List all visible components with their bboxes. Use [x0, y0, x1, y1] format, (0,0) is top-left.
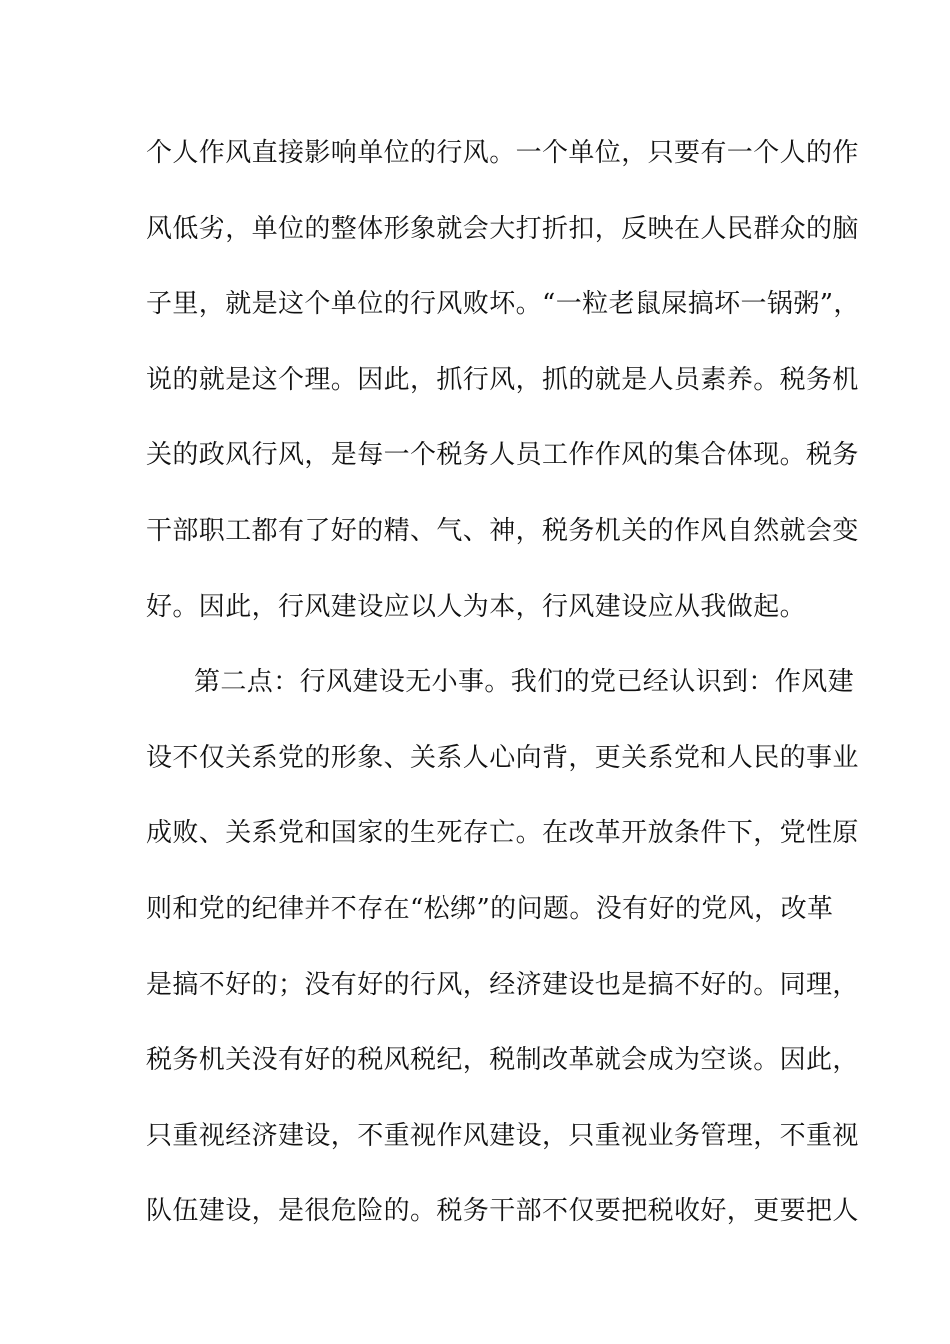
- text-line-10: 成败、关系党和国家的生死存亡。在改革开放条件下，党性原: [146, 818, 859, 849]
- text-line-12: 是搞不好的；没有好的行风，经济建设也是搞不好的。同理，: [146, 969, 859, 1000]
- body-text: [146, 128, 860, 1262]
- text-line-2: 风低劣，单位的整体形象就会大打折扣，反映在人民群众的脑: [146, 213, 859, 244]
- text-line-5: 关的政风行风，是每一个税务人员工作作风的集合体现。税务: [146, 440, 859, 471]
- text-line-9: 设不仅关系党的形象、关系人心向背，更关系党和人民的事业: [146, 742, 859, 773]
- text-line-6: 干部职工都有了好的精、气、神，税务机关的作风自然就会变: [146, 515, 859, 546]
- text-line-3: 子里，就是这个单位的行风败坏。“一粒老鼠屎搞坏一锅粥”，: [146, 289, 860, 320]
- text-line-11: 则和党的纪律并不存在“松绑”的问题。没有好的党风，改革: [146, 893, 834, 924]
- text-line-15: 队伍建设，是很危险的。税务干部不仅要把税收好，更要把人: [146, 1196, 859, 1227]
- paragraph-start-line: 第二点：行风建设无小事。我们的党已经认识到：作风建: [194, 667, 855, 698]
- text-line-4: 说的就是这个理。因此，抓行风，抓的就是人员素养。税务机: [146, 364, 859, 395]
- text-line-13: 税务机关没有好的税风税纪，税制改革就会成为空谈。因此，: [146, 1045, 859, 1076]
- text-line-1: 个人作风直接影响单位的行风。一个单位，只要有一个人的作: [146, 138, 859, 168]
- text-line-7: 好。因此，行风建设应以人为本，行风建设应从我做起。: [146, 591, 807, 622]
- text-line-14: 只重视经济建设，不重视作风建设，只重视业务管理，不重视: [146, 1120, 859, 1151]
